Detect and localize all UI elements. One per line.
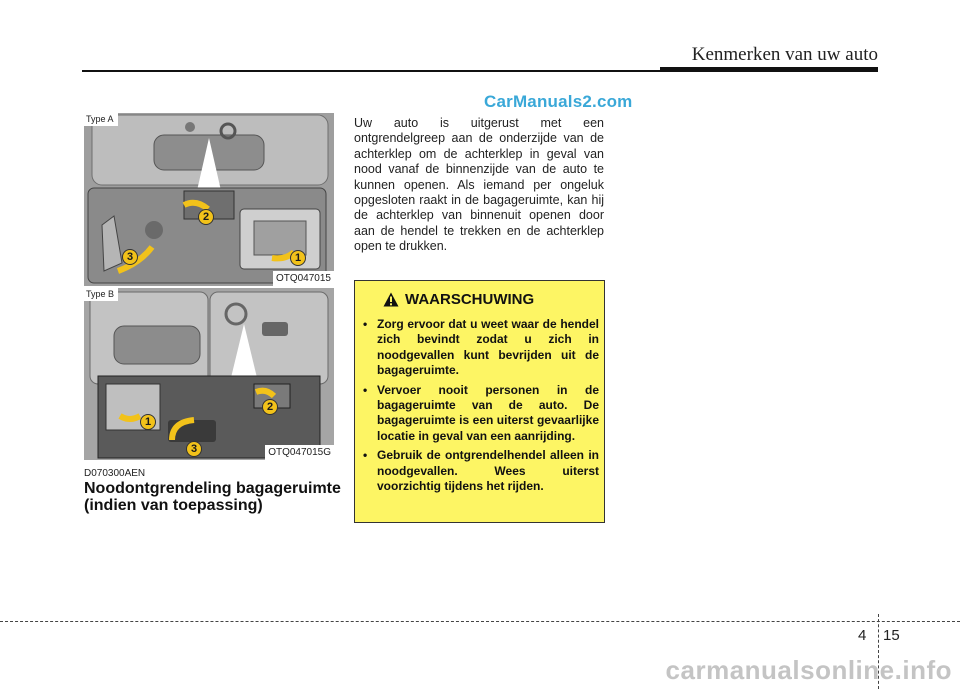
watermark-bottom: carmanualsonline.info	[665, 655, 952, 685]
warning-item	[363, 448, 599, 494]
figure-type-a-label: Type A	[84, 113, 118, 126]
warning-item-text: Zorg ervoor dat u weet waar de hendel zich bevindt zodat u zich in noodgevallen kunt bevrijden uit de bagageruimte.	[377, 317, 599, 378]
footer-rule	[0, 621, 960, 622]
figure-b-illustration	[84, 288, 334, 460]
callout-1	[140, 414, 156, 430]
header-rule-accent	[660, 67, 878, 72]
figure-type-b	[84, 288, 334, 460]
figure-type-a	[84, 113, 334, 286]
warning-item	[363, 317, 599, 379]
warning-bullet: •	[363, 382, 368, 397]
callout-1	[290, 250, 306, 266]
warning-header	[383, 291, 534, 308]
callout-3	[122, 249, 138, 265]
warning-item-text: Vervoer nooit personen in de bagageruimte van de auto. De bagageruimte is een uiterst gevaarlijke locatie in geval van een aanrijding.	[377, 382, 599, 443]
figure-b-code: OTQ047015G	[265, 445, 334, 460]
warning-bullet: •	[363, 317, 368, 331]
callout-2	[262, 399, 278, 415]
figure-a-code: OTQ047015	[273, 271, 334, 286]
warning-list	[363, 317, 599, 498]
warning-item	[363, 383, 599, 445]
header-title: Kenmerken van uw auto	[691, 44, 878, 65]
callout-3-label: 3	[190, 443, 198, 455]
callout-3	[186, 441, 202, 457]
body-text: Uw auto is uitgerust met een ontgrendelgreep aan de onderzijde van de achterklep om de achterklep in geval van nood vanaf de binnenzijde van de auto te kunnen openen. Als iemand per ongeluk opgesloten raakt in de bagageruimte, kan hij de achterklep van binnenuit openen door aan de hendel te trekken en de achterklep open te drukken.	[354, 116, 604, 254]
watermark-top: CarManuals2.com	[484, 92, 633, 111]
warning-item-text: Gebruik de ontgrendelhendel alleen in noodgevallen. Wees uiterst voorzichtig tijdens het rijden.	[377, 448, 599, 494]
section-code: D070300AEN	[84, 468, 146, 479]
section-heading-line1: Noodontgrendeling bagageruimte	[84, 480, 341, 497]
figure-type-b-label: Type B	[84, 288, 118, 301]
warning-box	[354, 280, 605, 523]
section-heading-line2: (indien van toepassing)	[84, 497, 263, 514]
page-number: 15	[883, 627, 900, 644]
warning-triangle-icon	[383, 292, 399, 307]
callout-2-label: 2	[202, 211, 210, 223]
warning-bullet: •	[363, 448, 368, 463]
callout-2-label: 2	[266, 401, 274, 413]
callout-3-label: 3	[126, 251, 134, 263]
page-chapter: 4	[858, 627, 867, 644]
callout-1-label: 1	[144, 416, 152, 428]
warning-title: WAARSCHUWING	[405, 291, 535, 308]
callout-2	[198, 209, 214, 225]
callout-1-label: 1	[294, 252, 302, 264]
section-heading	[84, 480, 344, 514]
